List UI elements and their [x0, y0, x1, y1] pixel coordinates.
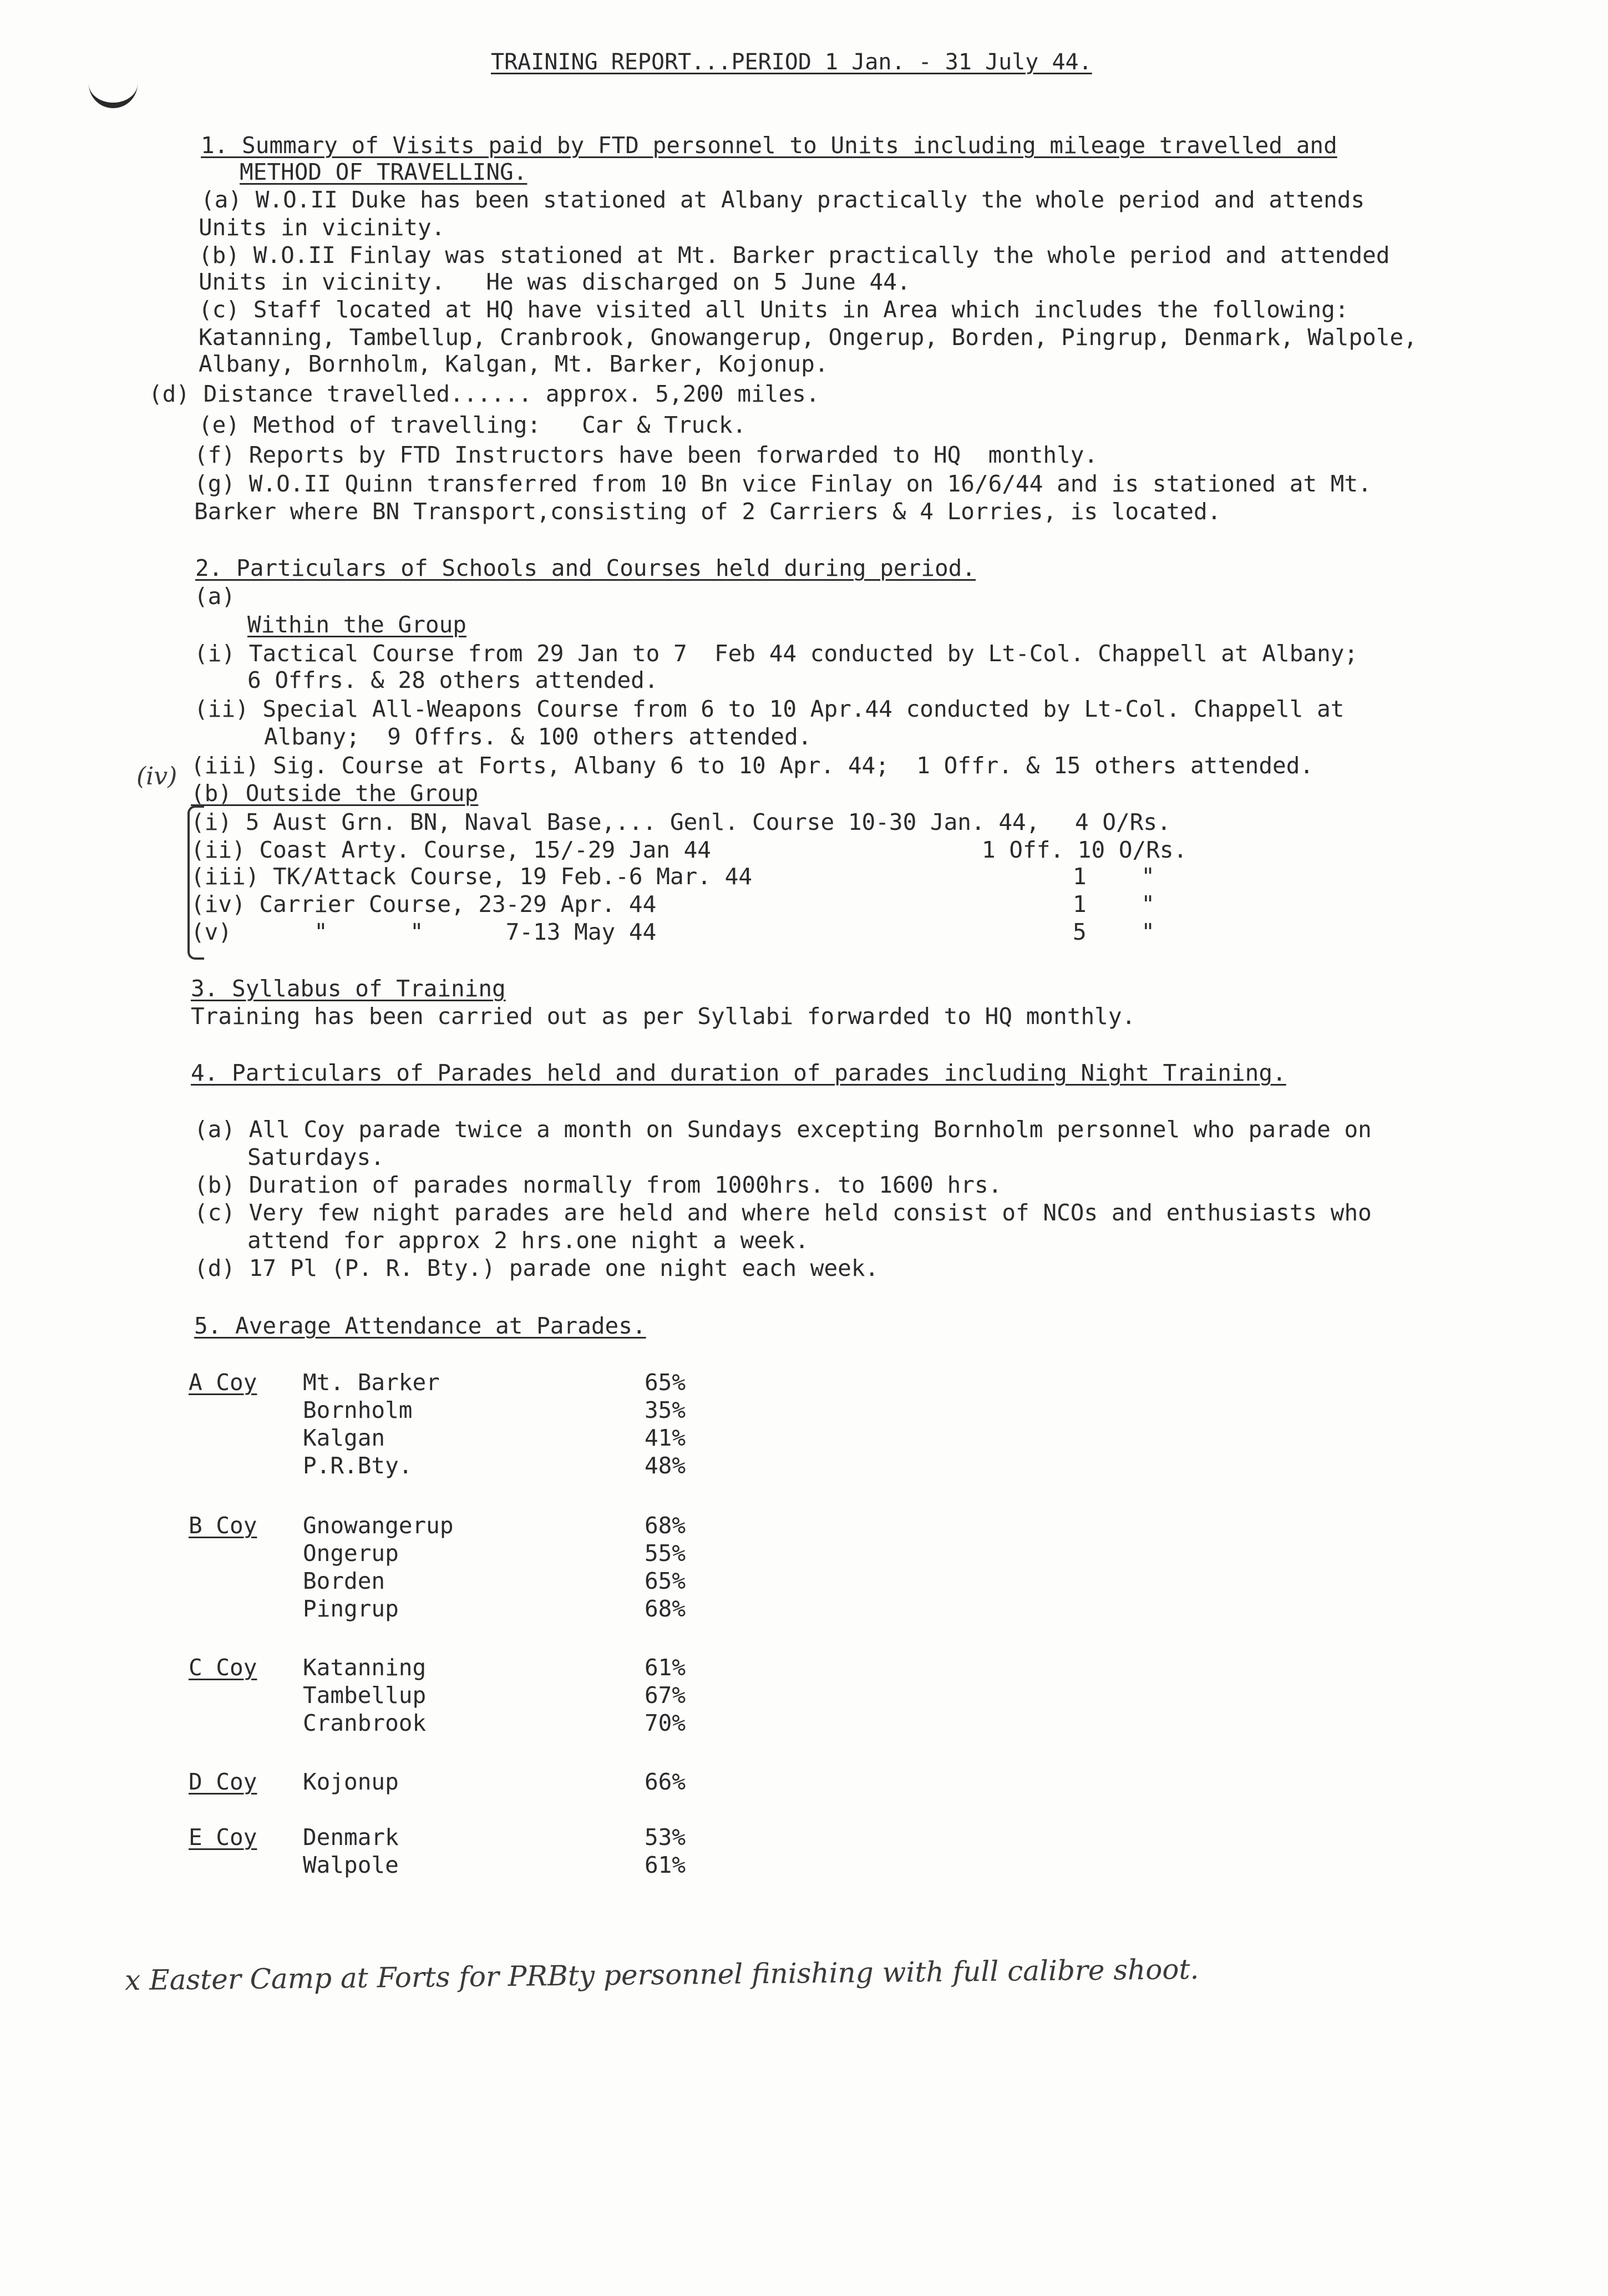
s3-text: Training has been carried out as per Syllabi forwarded to HQ monthly.	[191, 1003, 1136, 1030]
unit-name: Pingrup	[303, 1595, 399, 1622]
unit-name: Katanning	[303, 1654, 427, 1681]
s1-item-g-line1: (g) W.O.II Quinn transferred from 10 Bn vice Finlay on 16/6/44 and is stationed at Mt.	[194, 470, 1372, 497]
s1-item-d: (d) Distance travelled...... approx. 5,200 miles.	[149, 381, 820, 407]
section-2-heading: 2. Particulars of Schools and Courses held during period.	[195, 555, 976, 581]
page-title: TRAINING REPORT...PERIOD 1 Jan. - 31 July 44.	[491, 49, 1092, 75]
unit-attendance: 68%	[645, 1595, 686, 1622]
unit-name: Gnowangerup	[303, 1512, 454, 1539]
unit-attendance: 61%	[645, 1852, 686, 1878]
s2-within-iii: (iii) Sig. Course at Forts, Albany 6 to 10 Apr. 44; 1 Offr. & 15 others attended.	[191, 752, 1314, 779]
unit-name: Borden	[303, 1568, 385, 1594]
company-label: C Coy	[189, 1654, 257, 1681]
unit-attendance: 67%	[645, 1682, 686, 1709]
s2-within-i-line1: (i) Tactical Course from 29 Jan to 7 Feb 44 conducted by Lt-Col. Chappell at Albany;	[194, 640, 1358, 667]
s2-outside-item-label: (ii) Coast Arty. Course, 15/-29 Jan 44	[191, 837, 711, 863]
s1-item-c-line1: (c) Staff located at HQ have visited all Units in Area which includes the following:	[199, 296, 1349, 323]
s2-within-group-heading: Within the Group	[247, 611, 466, 638]
s2-outside-item-label: (v) " " 7-13 May 44	[191, 919, 657, 945]
unit-name: Kojonup	[303, 1768, 399, 1795]
s2-outside-item-label: (iv) Carrier Course, 23-29 Apr. 44	[191, 891, 657, 918]
s1-item-a-line1: (a) W.O.II Duke has been stationed at Albany practically the whole period and attends	[201, 186, 1365, 213]
s2-outside-item-count: 1 Off. 10 O/Rs.	[982, 837, 1188, 863]
s2-outside-item-count: 4 O/Rs.	[1075, 809, 1171, 835]
s4-item-a-line2: Saturdays.	[247, 1144, 384, 1170]
unit-name: Kalgan	[303, 1425, 385, 1451]
punch-hole-mark	[89, 69, 138, 108]
unit-attendance: 53%	[645, 1824, 686, 1851]
s4-item-a-line1: (a) All Coy parade twice a month on Sundays excepting Bornholm personnel who parade on	[194, 1116, 1372, 1143]
unit-name: Mt. Barker	[303, 1369, 440, 1396]
s1-item-a-line2: Units in vicinity.	[199, 214, 445, 241]
s4-item-d: (d) 17 Pl (P. R. Bty.) parade one night each week.	[194, 1255, 879, 1281]
company-label: A Coy	[189, 1369, 257, 1396]
unit-attendance: 68%	[645, 1512, 686, 1539]
s2-outside-item-label: (iii) TK/Attack Course, 19 Feb.-6 Mar. 44	[191, 863, 753, 890]
unit-name: Ongerup	[303, 1540, 399, 1567]
unit-attendance: 35%	[645, 1397, 686, 1423]
unit-attendance: 65%	[645, 1369, 686, 1396]
unit-attendance: 61%	[645, 1654, 686, 1681]
unit-attendance: 70%	[645, 1710, 686, 1736]
unit-attendance: 55%	[645, 1540, 686, 1567]
unit-name: Tambellup	[303, 1682, 427, 1709]
s1-item-g-line2: Barker where BN Transport,consisting of 2 Carriers & 4 Lorries, is located.	[194, 498, 1221, 525]
unit-attendance: 66%	[645, 1768, 686, 1795]
unit-attendance: 65%	[645, 1568, 686, 1594]
unit-name: Walpole	[303, 1852, 399, 1878]
section-1-heading-cont: METHOD OF TRAVELLING.	[240, 159, 527, 185]
section-5-heading: 5. Average Attendance at Parades.	[194, 1312, 646, 1339]
company-label: E Coy	[189, 1824, 257, 1851]
section-1-heading: 1. Summary of Visits paid by FTD personnel to Units including mileage travelled and	[201, 132, 1337, 159]
section-4-heading: 4. Particulars of Parades held and duration of parades including Night Training.	[191, 1060, 1286, 1086]
s1-item-b-line2: Units in vicinity. He was discharged on 5 June 44.	[199, 268, 911, 295]
unit-attendance: 48%	[645, 1452, 686, 1479]
unit-name: Denmark	[303, 1824, 399, 1851]
handwritten-margin-mark: (iv)	[136, 762, 177, 790]
s2-item-a: (a)	[194, 583, 236, 610]
section-3-heading: 3. Syllabus of Training	[191, 975, 506, 1002]
s1-item-f: (f) Reports by FTD Instructors have been forwarded to HQ monthly.	[194, 442, 1098, 468]
s1-item-c-line2: Katanning, Tambellup, Cranbrook, Gnowangerup, Ongerup, Borden, Pingrup, Denmark, Walpole,	[199, 324, 1417, 351]
s2-outside-item-count: 1 "	[1073, 891, 1155, 918]
s2-outside-item-label: (i) 5 Aust Grn. BN, Naval Base,... Genl. Course 10-30 Jan. 44,	[191, 809, 1040, 835]
company-label: B Coy	[189, 1512, 257, 1539]
s2-outside-item-count: 5 "	[1073, 919, 1155, 945]
s4-item-c-line2: attend for approx 2 hrs.one night a week.	[247, 1227, 809, 1254]
unit-name: Bornholm	[303, 1397, 413, 1423]
company-label: D Coy	[189, 1768, 257, 1795]
s4-item-c-line1: (c) Very few night parades are held and where held consist of NCOs and enthusiasts who	[194, 1199, 1372, 1226]
s2-within-ii-line1: (ii) Special All-Weapons Course from 6 to 10 Apr.44 conducted by Lt-Col. Chappell at	[194, 696, 1345, 722]
s4-item-b: (b) Duration of parades normally from 1000hrs. to 1600 hrs.	[194, 1172, 1002, 1198]
s1-item-b-line1: (b) W.O.II Finlay was stationed at Mt. Barker practically the whole period and attended	[199, 242, 1390, 268]
s2-within-ii-line2: Albany; 9 Offrs. & 100 others attended.	[264, 723, 812, 750]
unit-attendance: 41%	[645, 1425, 686, 1451]
s2-outside-item-count: 1 "	[1073, 863, 1155, 890]
s2-within-i-line2: 6 Offrs. & 28 others attended.	[247, 667, 658, 693]
s2-outside-group-heading: (b) Outside the Group	[191, 780, 479, 807]
s1-item-c-line3: Albany, Bornholm, Kalgan, Mt. Barker, Kojonup.	[199, 351, 829, 377]
unit-name: P.R.Bty.	[303, 1452, 413, 1479]
handwritten-note: x Easter Camp at Forts for PRBty personnel finishing with full calibre shoot.	[124, 1953, 1199, 1997]
unit-name: Cranbrook	[303, 1710, 427, 1736]
s1-item-e: (e) Method of travelling: Car & Truck.	[199, 412, 747, 438]
